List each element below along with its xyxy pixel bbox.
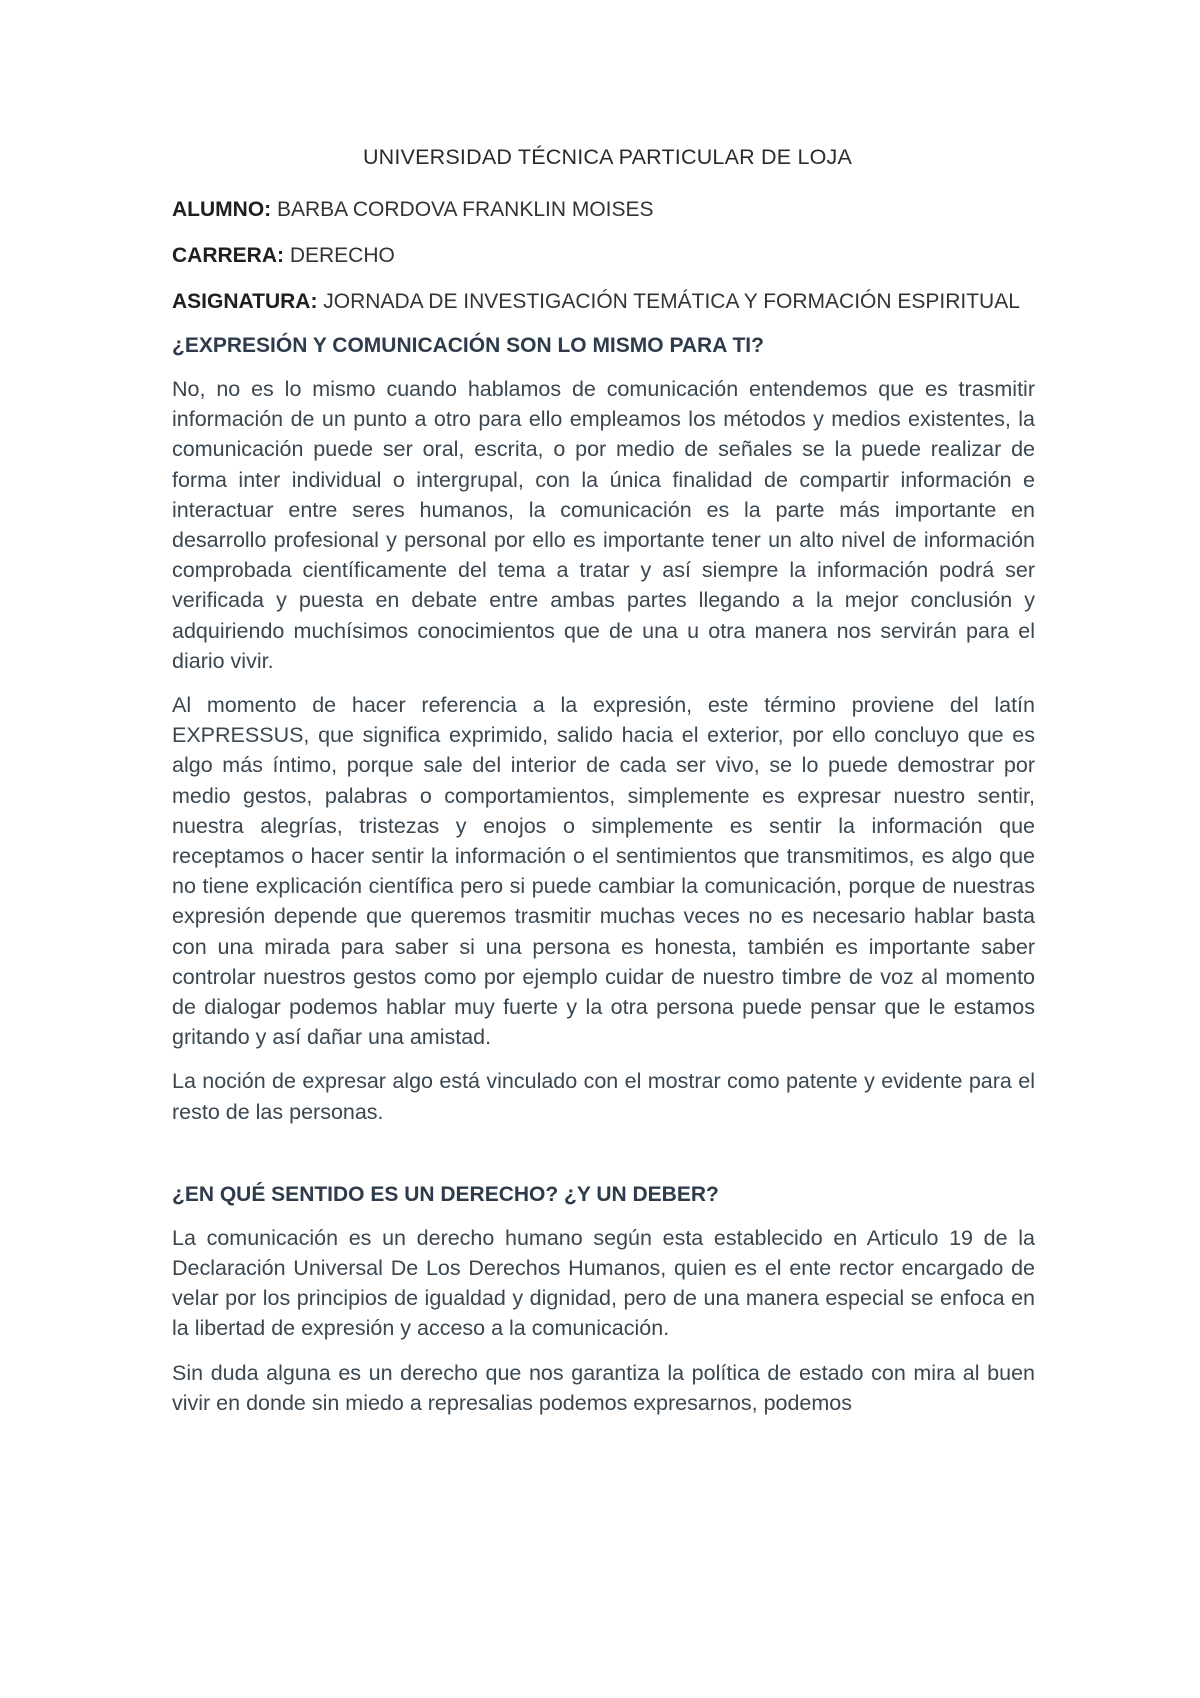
student-name: BARBA CORDOVA FRANKLIN MOISES <box>271 198 654 221</box>
document-title: UNIVERSIDAD TÉCNICA PARTICULAR DE LOJA <box>362 145 853 169</box>
subject-value: JORNADA DE INVESTIGACIÓN TEMÁTICA Y FORMACIÓN ESPIRITUAL <box>317 290 1020 313</box>
student-label: ALUMNO: <box>172 198 272 221</box>
section-2-paragraph-2: Sin duda alguna es un derecho que nos garantiza la política de estado con mira al buen vivir en donde sin miedo a represalias podemos expresarnos, podemos <box>172 1360 1035 1415</box>
section-2-paragraph-1: La comunicación es un derecho humano según esta establecido en Articulo 19 de la Declaración Universal De Los Derechos Humanos, quien es el ente rector encargado de velar por los principios de igualdad y dignidad, pero de una manera especial se enfoca en la libertad de expresión y acceso a la comunicación. <box>172 1225 1035 1341</box>
section-1-paragraph-3: La noción de expresar algo está vinculado con el mostrar como patente y evidente para el resto de las personas. <box>172 1069 1035 1124</box>
section-1-paragraph-1: No, no es lo mismo cuando hablamos de comunicación entendemos que es trasmitir información de un punto a otro para ello empleamos los métodos y medios existentes, la comunicación puede ser oral, escrita, o por medio de señales se la puede realizar de forma inter individual o intergrupal, con la única finalidad de compartir información e interactuar entre seres humanos, la comunicación es la parte más importante en desarrollo profesional y personal por ello es importante tener un alto nivel de información comprobada científicamente del tema a tratar y así siempre la información podrá ser verificada y puesta en debate entre ambas partes llegando a la mejor conclusión y adquiriendo muchísimos conocimientos que de una u otra manera nos servirán para el diario vivir. <box>172 377 1035 673</box>
section-1-heading: ¿EXPRESIÓN Y COMUNICACIÓN SON LO MISMO PARA TI? <box>172 334 764 357</box>
career-value: DERECHO <box>284 244 395 267</box>
career-label: CARRERA: <box>172 244 284 267</box>
student-line <box>172 194 1035 225</box>
subject-line <box>172 286 1035 317</box>
subject-label: ASIGNATURA: <box>172 290 318 313</box>
section-1-paragraph-2: Al momento de hacer referencia a la expresión, este término proviene del latín EXPRESSUS, que significa exprimido, salido hacia el exterior, por ello concluyo que es algo más íntimo, porque sale del interior de cada ser vivo, se lo puede demostrar por medio gestos, palabras o comportamientos, simplemente es expresar nuestro sentir, nuestra alegrías, tristezas y enojos o simplemente es sentir la información que receptamos o hacer sentir la información o el sentimientos que transmitimos, es algo que no tiene explicación científica pero si puede cambiar la comunicación, porque de nuestras expresión depende que queremos trasmitir muchas veces no es necesario hablar basta con una mirada para saber si una persona es honesta, también es importante saber controlar nuestros gestos como por ejemplo cuidar de nuestro timbre de voz al momento de dialogar podemos hablar muy fuerte y la otra persona puede pensar que le estamos gritando y así dañar una amistad. <box>172 693 1035 1050</box>
section-2-heading: ¿EN QUÉ SENTIDO ES UN DERECHO? ¿Y UN DEBER? <box>172 1182 719 1206</box>
section-spacer <box>172 1141 1035 1181</box>
career-line <box>172 240 1035 271</box>
